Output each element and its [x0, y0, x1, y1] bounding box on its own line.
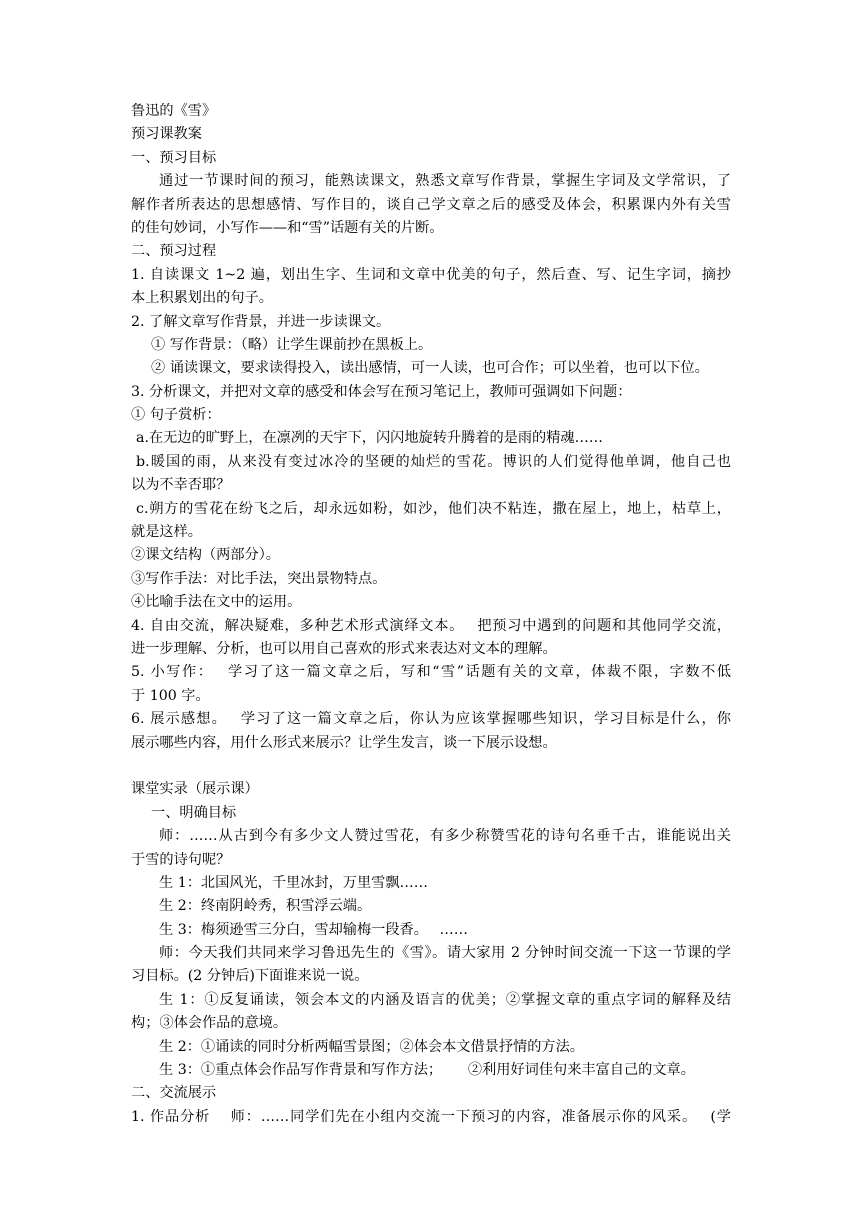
paragraph-line: ① 写作背景：（略）让学生课前抄在黑板上。: [151, 336, 433, 353]
paragraph-line: 就是这样。: [131, 524, 202, 541]
document-title: 鲁迅的《雪》: [131, 103, 217, 119]
dialogue-line: 生 3：①重点体会作品写作背景和写作方法； ②利用好词佳句来丰富自己的文章。: [159, 1062, 695, 1079]
paragraph-line: ④比喻手法在文中的运用。: [131, 594, 302, 611]
paragraph-line: b.暖国的雨，从来没有变过冰冷的坚硬的灿烂的雪花。博识的人们觉得他单调，他自己也: [136, 453, 731, 470]
paragraph-line: 4. 自由交流，解决疑难，多种艺术形式演绎文本。 把预习中遇到的问题和其他同学交流，: [131, 617, 731, 634]
paragraph-line: ① 句子赏析：: [131, 407, 221, 424]
paragraph-line: 解作者所表达的思想感情、写作目的，谈自己学文章之后的感受及体会，积累课内外有关雪: [131, 196, 731, 213]
section-heading: 一、预习目标: [131, 149, 217, 166]
paragraph-line: 1. 自读课文 1~2 遍，划出生字、生词和文章中优美的句子，然后查、写、记生字词，摘抄: [131, 266, 731, 283]
dialogue-line: 生 2：终南阴岭秀，积雪浮云端。: [159, 898, 372, 915]
section-heading: 一、明确目标: [151, 804, 237, 821]
paragraph-line: 2. 了解文章写作背景，并进一步读课文。: [131, 313, 391, 330]
dialogue-line: 师：今天我们共同来学习鲁迅先生的《雪》。请大家用 2 分钟时间交流一下这一节课的学: [159, 945, 731, 962]
paragraph-line: ② 诵读课文，要求读得投入，读出感情，可一人读，也可合作；可以坐着，也可以下位。: [151, 360, 709, 377]
dialogue-line: 生 1：北国风光，千里冰封，万里雪飘……: [159, 874, 428, 891]
paragraph-line: 进一步理解、分析，也可以用自己喜欢的形式来表达对文本的理解。: [131, 640, 557, 657]
paragraph-line: a.在无边的旷野上，在凛冽的天宇下，闪闪地旋转升腾着的是雨的精魂……: [136, 430, 603, 447]
dialogue-line: 生 1：①反复诵读，领会本文的内涵及语言的优美；②掌握文章的重点字词的解释及结: [159, 991, 731, 1008]
paragraph-line: 的佳句妙词，小写作——和“雪”话题有关的片断。: [131, 219, 444, 236]
paragraph-line: 通过一节课时间的预习，能熟读课文，熟悉文章写作背景，掌握生字词及文学常识，了: [159, 173, 731, 190]
paragraph-line: 于 100 字。: [131, 687, 210, 704]
paragraph-line: c.朔方的雪花在纷飞之后，却永远如粉，如沙，他们决不粘连，撒在屋上，地上，枯草上，: [136, 500, 731, 517]
paragraph-line: 本上积累划出的句子。: [131, 290, 273, 307]
dialogue-line: 构；③体会作品的意境。: [131, 1015, 288, 1032]
section-heading: 课堂实录（展示课）: [131, 781, 259, 798]
dialogue-line: 生 2：①诵读的同时分析两幅雪景图；②体会本文借景抒情的方法。: [159, 1038, 584, 1055]
section-heading: 二、预习过程: [131, 243, 217, 260]
paragraph-line: 5. 小写作： 学习了这一篇文章之后，写和“雪”话题有关的文章，体裁不限，字数不低: [131, 664, 731, 681]
paragraph-line: ③写作手法：对比手法，突出景物特点。: [131, 570, 387, 587]
section-heading: 二、交流展示: [131, 1085, 217, 1102]
paragraph-line: ②课文结构（两部分）。: [131, 547, 280, 564]
blank-line: [131, 755, 731, 778]
paragraph-line: 3. 分析课文，并把对文章的感受和体会写在预习笔记上，教师可强调如下问题：: [131, 383, 632, 400]
section-heading: 预习课教案: [131, 126, 202, 143]
paragraph-line: 以为不幸否耶？: [131, 477, 231, 494]
paragraph-line: 6. 展示感想。 学习了这一篇文章之后，你认为应该掌握哪些知识，学习目标是什么，你: [131, 711, 731, 728]
dialogue-line: 于雪的诗句呢？: [131, 851, 231, 868]
dialogue-line: 师：……从古到今有多少文人赞过雪花，有多少称赞雪花的诗句名垂千古，谁能说出关: [159, 828, 731, 845]
paragraph-line: 1. 作品分析 师：……同学们先在小组内交流一下预习的内容，准备展示你的风采。 (学: [131, 1108, 731, 1125]
dialogue-line: 习目标。(2 分钟后)下面谁来说一说。: [131, 968, 369, 985]
dialogue-line: 生 3：梅须逊雪三分白，雪却输梅一段香。 ……: [159, 921, 468, 938]
document-body: [131, 100, 731, 1129]
paragraph-line: 展示哪些内容，用什么形式来展示？让学生发言，谈一下展示设想。: [131, 734, 557, 751]
